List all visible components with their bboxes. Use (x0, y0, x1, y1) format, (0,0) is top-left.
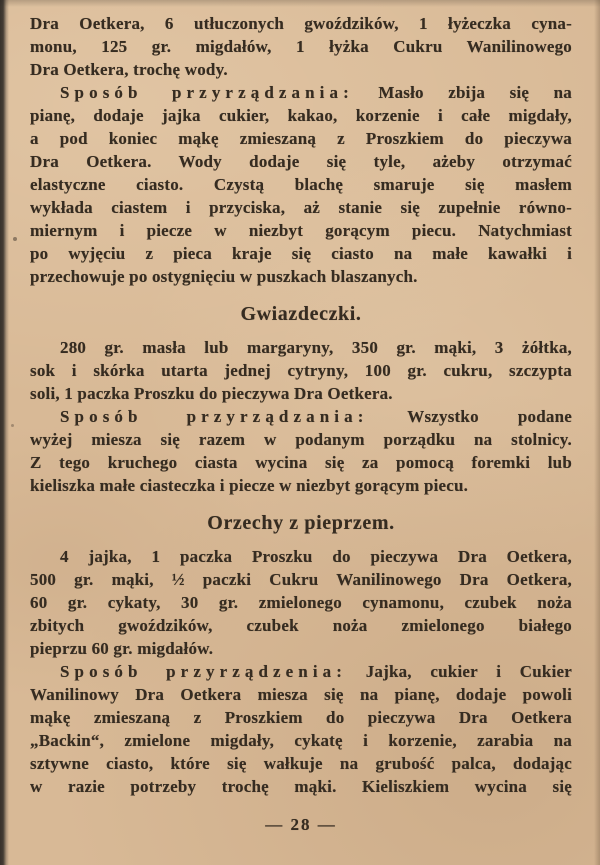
method-label: Sposób przyrządzenia: (60, 662, 348, 681)
paper-speck (527, 210, 532, 214)
text-line: przechowuje po ostygnięciu w puszkach blaszanych. (30, 267, 418, 286)
text-line: kieliszka małe ciasteczka i piecze w niezbyt gorącym piecu. (30, 476, 469, 495)
text-line: elastyczne ciasto. Czystą blachę smaruje się masłem (30, 175, 572, 194)
text-line: monu, 125 gr. migdałów, 1 łyżka Cukru Wanilinowego (30, 37, 572, 56)
text-line: soli, 1 paczka Proszku do pieczywa Dra Oetkera. (30, 384, 393, 403)
recipe-title-orzechy-z-pieprzem: Orzechy z pieprzem. (207, 512, 395, 534)
text-line: po wyjęciu z pieca kraje się ciasto na małe kawałki i (30, 244, 572, 263)
method-first-line-rest: Jajka, cukier i Cukier (347, 662, 572, 681)
text-line: pieprzu 60 gr. migdałów. (30, 639, 214, 658)
text-line (30, 660, 572, 683)
method-label: Sposób przyrządzania: (60, 407, 369, 426)
text-line: Wanilinowy Dra Oetkera miesza się na pianę, dodaje powoli (30, 685, 572, 704)
text-line: Z tego kruchego ciasta wycina się za pomocą foremki lub (30, 453, 572, 472)
text-line: w razie potrzeby trochę mąki. Kieliszkiem wycina się (30, 777, 572, 796)
page-text (30, 12, 572, 836)
text-line: „Backin“, zmielone migdały, cykatę i korzenie, zarabia na (30, 731, 572, 750)
page-edge-shadow-left (0, 0, 9, 865)
text-line: pianę, dodaje jajka cukier, kakao, korzenie i całe migdały, (30, 106, 572, 125)
text-line: wykłada ciastem i przyciska, aż stanie się zupełnie równo- (30, 198, 572, 217)
paragraph-ingredients-gwiazdeczki (30, 336, 572, 405)
page-edge-shadow-top (0, 0, 600, 7)
text-line: Dra Oetkera, 6 utłuczonych gwoździków, 1 łyżeczka cyna- (30, 14, 572, 33)
method-first-line-rest: Wszystko podane (368, 407, 572, 426)
paragraph-method-2 (30, 405, 572, 497)
paragraph-method-3 (30, 660, 572, 798)
text-line: zbitych gwoździków, czubek noża zmielonego białego (30, 616, 572, 635)
method-first-line-rest: Masło zbija się na (353, 83, 572, 102)
text-line: 60 gr. cykaty, 30 gr. zmielonego cynamonu, czubek noża (30, 593, 572, 612)
page-number: — 28 — (265, 815, 337, 834)
recipe-title-gwiazdeczki: Gwiazdeczki. (240, 303, 362, 325)
text-line: a pod koniec mąkę zmieszaną z Proszkiem do pieczywa (30, 129, 572, 148)
page-edge-shadow-right (594, 0, 600, 865)
paragraph-ingredients-orzechy (30, 545, 572, 660)
paragraph-ingredients-continued (30, 12, 572, 81)
text-line: 280 gr. masła lub margaryny, 350 gr. mąki, 3 żółtka, (60, 338, 572, 357)
paper-speck (13, 237, 17, 241)
text-line (30, 405, 572, 428)
text-line: miernym i piecze w niezbyt gorącym piecu. Natychmiast (30, 221, 572, 240)
paper-speck (488, 230, 495, 235)
text-line: wyżej miesza się razem w podanym porządku na stolnicy. (30, 430, 572, 449)
text-line (30, 81, 572, 104)
paper-speck (11, 424, 14, 427)
text-line: sok i skórka utarta jednej cytryny, 100 gr. cukru, szczypta (30, 361, 572, 380)
text-line: Dra Oetkera, trochę wody. (30, 60, 228, 79)
text-line: Dra Oetkera. Wody dodaje się tyle, ażeby otrzymać (30, 152, 572, 171)
text-line: 500 gr. mąki, ½ paczki Cukru Wanilinowego Dra Oetkera, (30, 570, 572, 589)
text-line: sztywne ciasto, które się wałkuje na grubość palca, dodając (30, 754, 572, 773)
paragraph-method-1 (30, 81, 572, 288)
text-line: 4 jajka, 1 paczka Proszku do pieczywa Dra Oetkera, (60, 547, 572, 566)
text-line: mąkę zmieszaną z Proszkiem do pieczywa Dra Oetkera (30, 708, 572, 727)
method-label: Sposób przyrządzania: (60, 83, 354, 102)
